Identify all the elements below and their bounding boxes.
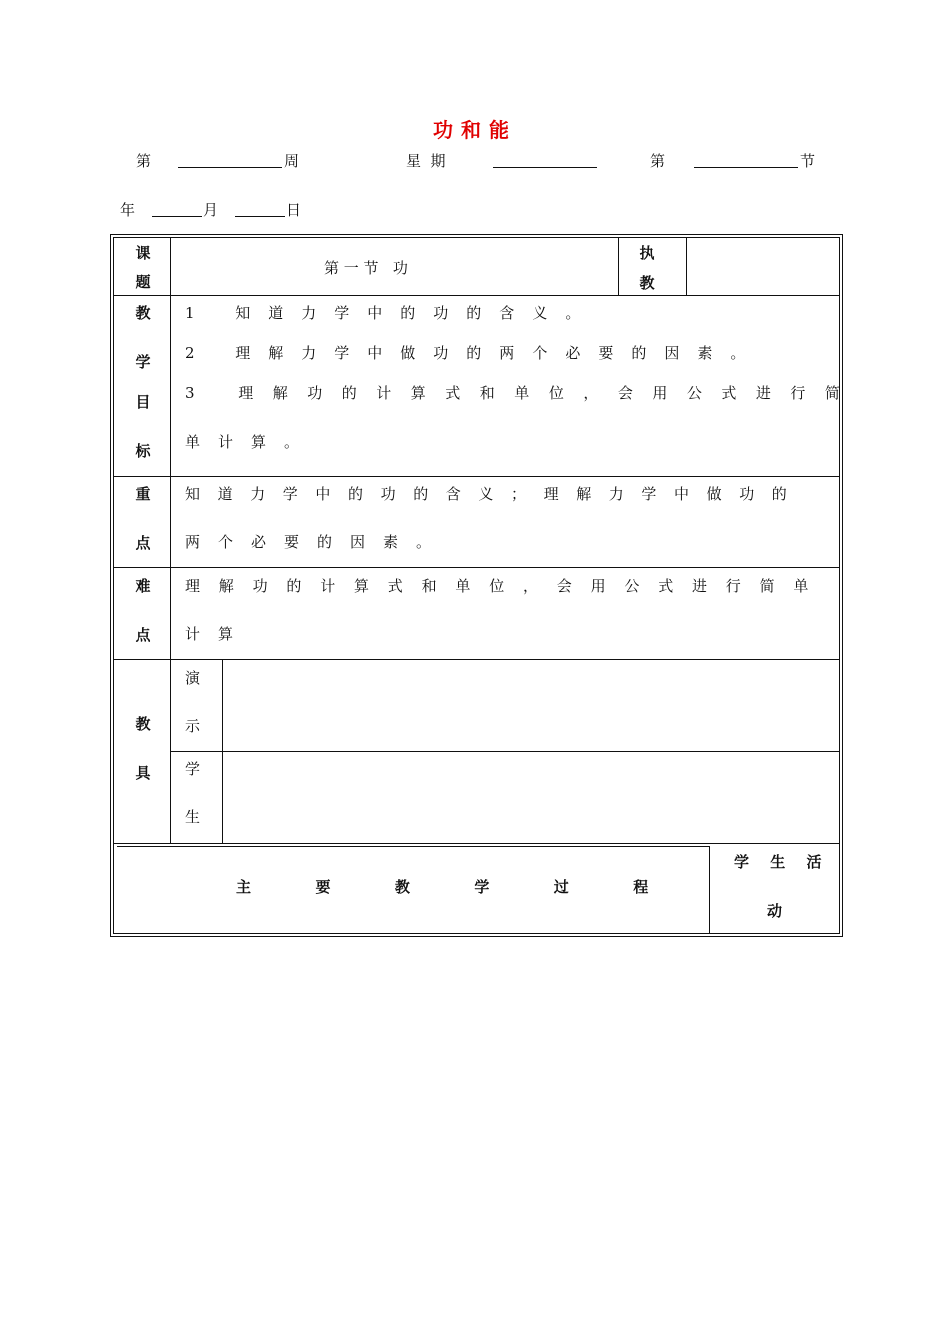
keti-value[interactable]: 第 一 节 功 bbox=[324, 259, 408, 277]
goal-label: 标 bbox=[135, 442, 151, 460]
row-divider bbox=[171, 751, 840, 752]
weekday-blank[interactable] bbox=[493, 167, 597, 168]
keti-label: 课 bbox=[135, 244, 151, 262]
row-divider bbox=[113, 476, 840, 477]
tools-demo-cell[interactable] bbox=[224, 661, 839, 750]
difficulty-label: 点 bbox=[135, 626, 151, 644]
tools-student-cell[interactable] bbox=[224, 753, 839, 842]
zhijiao-value-cell[interactable] bbox=[688, 238, 839, 294]
col-divider bbox=[686, 237, 687, 296]
goal-label: 目 bbox=[135, 393, 151, 411]
goal-label: 教 bbox=[135, 304, 151, 322]
tools-demo-label: 演 bbox=[185, 669, 201, 687]
col-divider bbox=[709, 846, 710, 934]
difficulty-line: 理解功的计算式和单位，会用公式进行简单 bbox=[185, 577, 828, 595]
row-divider bbox=[113, 567, 840, 568]
row-divider bbox=[117, 846, 709, 847]
key-label: 重 bbox=[135, 485, 151, 503]
goal-line: 单计算。 bbox=[185, 433, 318, 451]
student-activity-heading: 动 bbox=[767, 902, 783, 920]
header-jie: 节 bbox=[800, 152, 816, 170]
keti-label: 题 bbox=[135, 273, 151, 291]
tools-label: 具 bbox=[135, 764, 151, 782]
tools-student-label: 生 bbox=[185, 808, 201, 826]
header-yue: 月 bbox=[203, 201, 219, 219]
header-ri: 日 bbox=[286, 201, 302, 219]
goal-label: 学 bbox=[135, 353, 151, 371]
goal-line: 2 理解力学中做功的两个必要的因素。 bbox=[185, 344, 764, 362]
period-blank[interactable] bbox=[694, 167, 798, 168]
day-blank[interactable] bbox=[235, 216, 285, 217]
tools-demo-label: 示 bbox=[185, 717, 201, 735]
difficulty-line: 计算 bbox=[185, 625, 252, 643]
header-nian: 年 bbox=[120, 201, 136, 219]
col-divider bbox=[222, 660, 223, 844]
header-zhou: 周 bbox=[284, 152, 300, 170]
header-xingqi: 星 期 bbox=[406, 152, 446, 170]
month-blank[interactable] bbox=[152, 216, 202, 217]
student-activity-heading: 学 生 活 bbox=[734, 853, 830, 871]
zhijiao-label: 执 bbox=[639, 244, 655, 262]
key-line: 知道力学中的功的含义；理解力学中做功的 bbox=[185, 485, 805, 503]
zhijiao-label: 教 bbox=[639, 274, 655, 292]
header-di2: 第 bbox=[650, 152, 666, 170]
goal-line: 3 理解功的计算式和单位，会用公式进行简 bbox=[185, 384, 860, 402]
row-divider bbox=[113, 295, 840, 296]
key-label: 点 bbox=[135, 534, 151, 552]
process-heading: 主 要 教 学 过 程 bbox=[236, 878, 667, 896]
tools-label: 教 bbox=[135, 715, 151, 733]
week-blank[interactable] bbox=[178, 167, 282, 168]
key-line: 两个必要的因素。 bbox=[185, 533, 450, 551]
goal-line: 1 知道力学中的功的含义。 bbox=[185, 304, 599, 322]
document-title: 功和能 bbox=[433, 118, 517, 142]
header-di: 第 bbox=[136, 152, 152, 170]
tools-student-label: 学 bbox=[185, 760, 201, 778]
difficulty-label: 难 bbox=[135, 577, 151, 595]
